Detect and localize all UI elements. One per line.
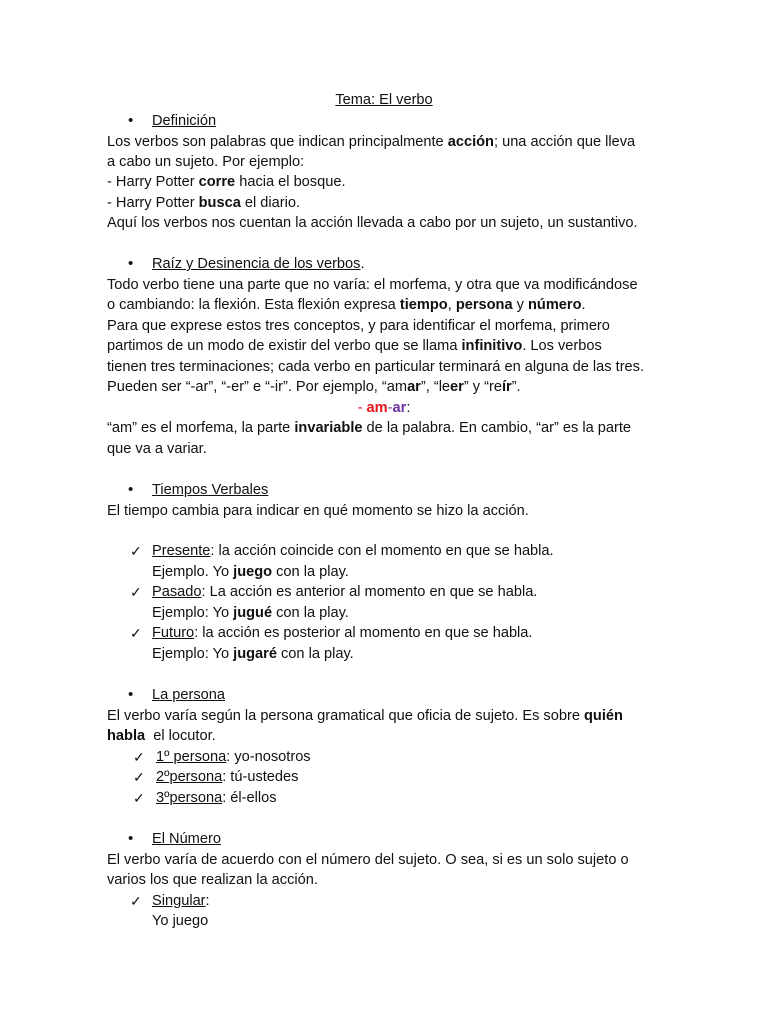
list-item-pasado: Pasado: La acción es anterior al momento en que se habla. xyxy=(152,584,538,600)
example-line: - Harry Potter busca el diario. xyxy=(107,195,301,211)
document-title: Tema: El verbo xyxy=(335,92,433,108)
checkmark-icon: ✓ xyxy=(130,625,142,641)
bullet-icon: • xyxy=(128,255,134,272)
paragraph-line: varios los que realizan la acción. xyxy=(107,872,318,888)
paragraph-line: tienen tres terminaciones; cada verbo en particular terminará en alguna de las tres. xyxy=(107,359,645,375)
list-item-persona-1: 1º persona: yo-nosotros xyxy=(156,749,311,765)
bullet-icon: • xyxy=(128,481,134,498)
paragraph-line: Pueden ser “-ar”, “-er” e “-ir”. Por ejemplo, “amar”, “leer” y “reír”. xyxy=(107,379,521,395)
checkmark-icon: ✓ xyxy=(130,893,142,909)
bullet-icon: • xyxy=(128,112,134,129)
morpheme-example: - am-ar: xyxy=(357,400,411,416)
paragraph-line: partimos de un modo de existir del verbo que se llama infinitivo. Los verbos xyxy=(107,338,602,354)
paragraph-line: El verbo varía de acuerdo con el número del sujeto. O sea, si es un solo sujeto o xyxy=(107,852,629,868)
checkmark-icon: ✓ xyxy=(133,769,145,785)
paragraph-line: “am” es el morfema, la parte invariable de la palabra. En cambio, “ar” es la parte xyxy=(107,420,632,436)
checkmark-icon: ✓ xyxy=(133,790,145,806)
list-item-persona-2: 2ºpersona: tú-ustedes xyxy=(156,769,299,785)
paragraph-line: Aquí los verbos nos cuentan la acción llevada a cabo por un sujeto, un sustantivo. xyxy=(107,215,638,231)
list-item-example: Ejemplo: Yo jugaré con la play. xyxy=(152,646,354,662)
list-item-example: Yo juego xyxy=(152,913,209,929)
paragraph-line: que va a variar. xyxy=(107,441,207,457)
example-line: - Harry Potter corre hacia el bosque. xyxy=(107,174,346,190)
paragraph-line: Todo verbo tiene una parte que no varía: el morfema, y otra que va modificándose xyxy=(107,277,638,293)
checkmark-icon: ✓ xyxy=(133,749,145,765)
paragraph-line: Para que exprese estos tres conceptos, y para identificar el morfema, primero xyxy=(107,318,610,334)
list-item-example: Ejemplo: Yo jugué con la play. xyxy=(152,605,349,621)
list-item-example: Ejemplo. Yo juego con la play. xyxy=(152,564,349,580)
checkmark-icon: ✓ xyxy=(130,584,142,600)
paragraph-line: a cabo un sujeto. Por ejemplo: xyxy=(107,154,305,170)
paragraph-line: o cambiando: la flexión. Esta flexión expresa tiempo, persona y número. xyxy=(107,297,586,313)
paragraph-line: habla el locutor. xyxy=(107,728,216,744)
section-heading-raiz: Raíz y Desinencia de los verbos. xyxy=(152,256,365,272)
paragraph-line: El verbo varía según la persona gramatical que oficia de sujeto. Es sobre quién xyxy=(107,708,623,724)
checkmark-icon: ✓ xyxy=(130,543,142,559)
list-item-presente: Presente: la acción coincide con el momento en que se habla. xyxy=(152,543,554,559)
section-heading-tiempos: Tiempos Verbales xyxy=(152,482,269,498)
list-item-persona-3: 3ºpersona: él-ellos xyxy=(156,790,277,806)
list-item-futuro: Futuro: la acción es posterior al momento en que se habla. xyxy=(152,625,533,641)
bullet-icon: • xyxy=(128,686,134,703)
list-item-singular: Singular: xyxy=(152,893,210,909)
bullet-icon: • xyxy=(128,830,134,847)
paragraph-line: Los verbos son palabras que indican principalmente acción; una acción que lleva xyxy=(107,134,636,150)
section-heading-definicion: Definición xyxy=(152,113,217,129)
paragraph-line: El tiempo cambia para indicar en qué momento se hizo la acción. xyxy=(107,503,529,519)
section-heading-numero: El Número xyxy=(152,831,221,847)
section-heading-persona: La persona xyxy=(152,687,226,703)
